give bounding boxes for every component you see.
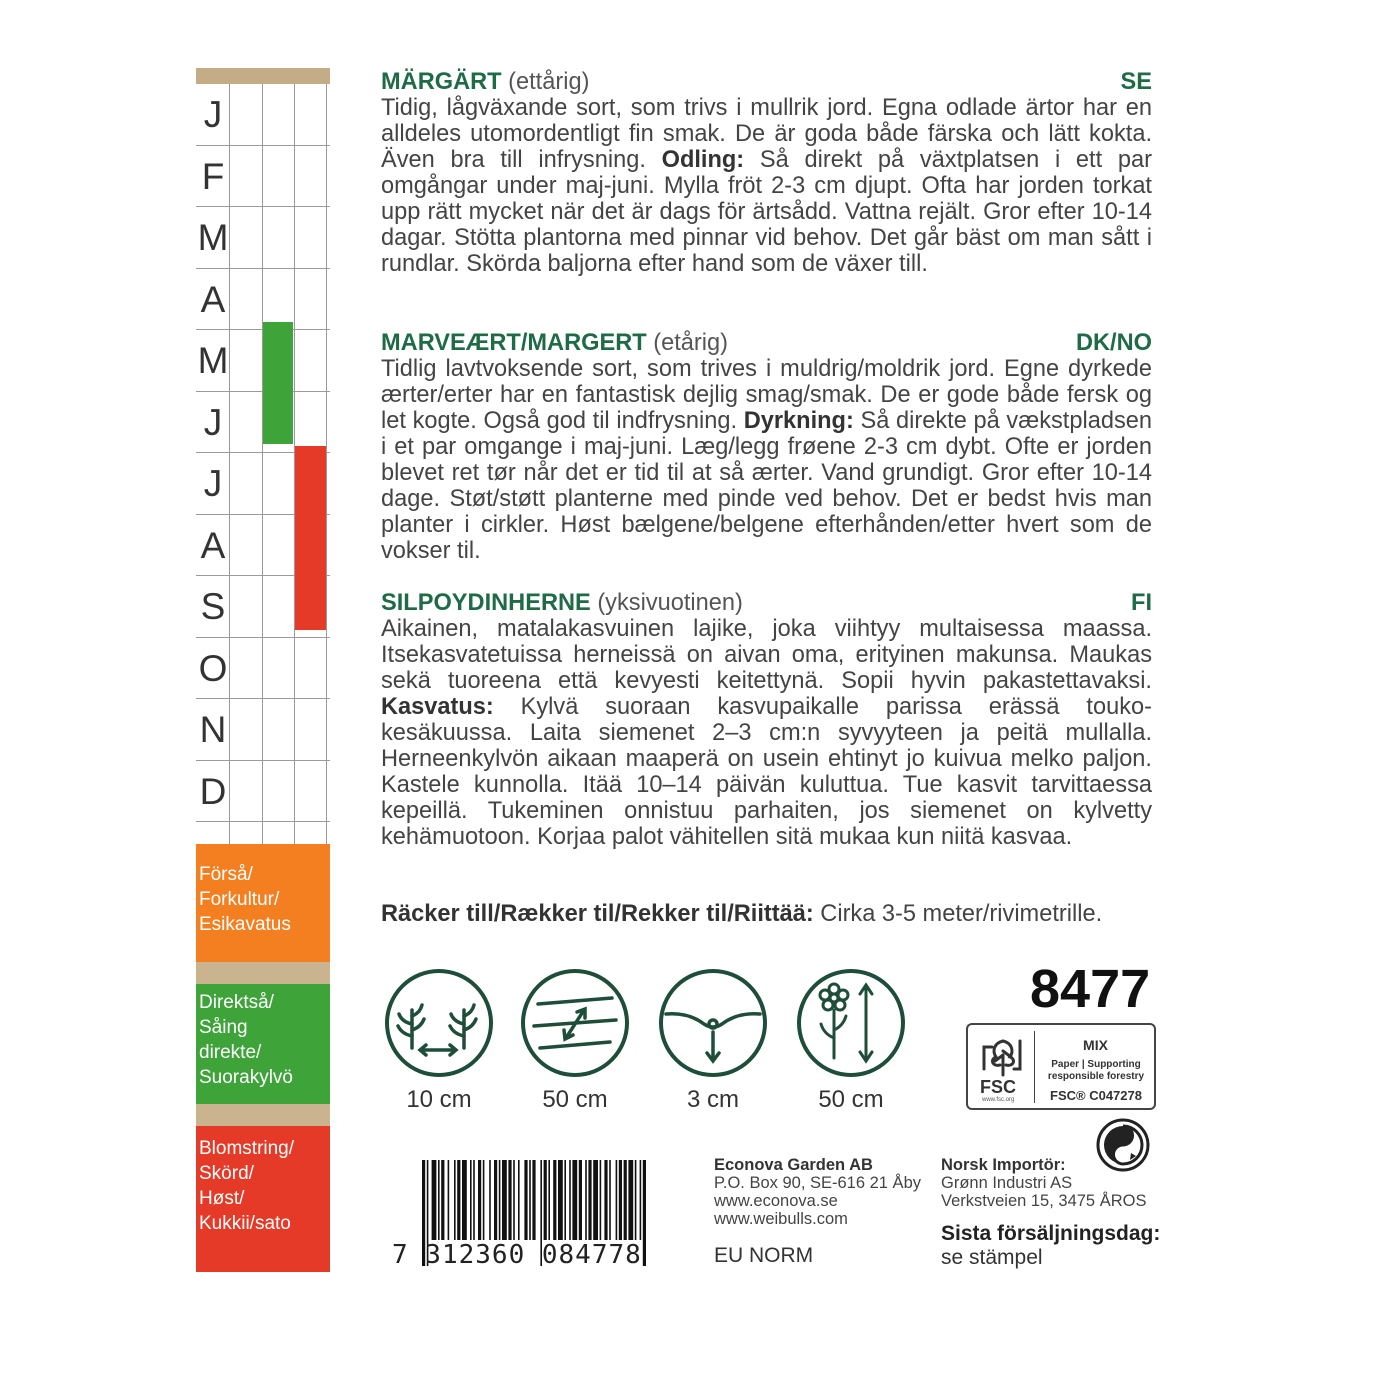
month-label: A <box>200 524 226 566</box>
barcode-bar <box>564 1160 566 1240</box>
company-address <box>714 1156 921 1228</box>
legend-text: Blomstring/ <box>199 1138 295 1159</box>
calendar-row <box>196 638 330 700</box>
language-code: SE <box>1120 69 1152 95</box>
coverage-value: Cirka 3-5 meter/rivimetrille. <box>813 901 1103 927</box>
barcode-bar <box>619 1160 622 1240</box>
section-subtitle: (ettårig) <box>508 69 590 95</box>
harvest-bar <box>295 446 326 630</box>
fsc-label <box>966 1023 1156 1110</box>
barcode-bar <box>558 1160 563 1240</box>
body-label: Odling: <box>661 147 745 173</box>
section-header <box>381 590 1152 616</box>
barcode-bar <box>441 1160 444 1240</box>
barcode-bar <box>609 1160 611 1240</box>
month-label: A <box>200 278 226 320</box>
barcode-bar <box>532 1160 535 1240</box>
fsc-paper-text <box>1040 1059 1152 1083</box>
fsc-word: FSC <box>980 1077 1016 1097</box>
barcode-bar <box>454 1160 456 1240</box>
month-label: M <box>197 217 229 258</box>
legend-text: Direktså/ <box>199 992 274 1013</box>
section-subtitle: (yksivuotinen) <box>597 590 743 616</box>
company-web: www.econova.se <box>714 1192 838 1210</box>
product-number: 8477 <box>1030 959 1151 1019</box>
calendar-grid <box>196 84 330 884</box>
language-code: FI <box>1131 590 1152 616</box>
barcode-bar <box>448 1160 450 1240</box>
importer-address <box>941 1156 1146 1210</box>
legend-bloom-harvest <box>196 1126 330 1272</box>
sowing-depth-icon <box>658 968 768 1078</box>
barcode-bar <box>438 1160 440 1240</box>
body-text: Tidlig lavtvoksende sort, som trives i muldrig/moldrik jord. Egne dyrkede ærter/erter har en fantastisk dejlig smag/smak. De er gode både fersk og let kogte. Også god til indfrysning. <box>381 356 1152 434</box>
barcode-bar <box>600 1160 602 1240</box>
barcode-bar <box>494 1160 497 1240</box>
plant-height-label: 50 cm <box>818 1086 884 1113</box>
last-sale-date <box>941 1222 1160 1270</box>
barcode-bar <box>457 1160 460 1240</box>
barcode-bar <box>432 1160 437 1240</box>
importer-name: Grønn Industri AS <box>941 1174 1073 1192</box>
section-header <box>381 330 1152 356</box>
month-label: M <box>197 340 229 381</box>
barcode-bar <box>489 1160 491 1240</box>
importer-street: Verkstveien 15, 3475 ÅROS <box>941 1192 1147 1210</box>
barcode-bar <box>640 1160 642 1240</box>
grid-line <box>326 84 327 884</box>
section-title: MÄRGÄRT <box>381 69 502 95</box>
legend-text: Esikavatus <box>199 914 291 935</box>
barcode-bar <box>588 1160 591 1240</box>
barcode-bar <box>585 1160 587 1240</box>
barcode-bar <box>643 1160 646 1266</box>
calendar-top-band <box>196 68 330 84</box>
fsc-tree-icon <box>980 1031 1026 1077</box>
row-spacing-label: 50 cm <box>542 1086 608 1113</box>
barcode-bar <box>529 1160 531 1240</box>
barcode-bar <box>483 1160 485 1240</box>
legend-text: Skörd/ <box>199 1163 254 1184</box>
last-sale-label: Sista försäljningsdag: <box>941 1222 1161 1245</box>
barcode-bar <box>593 1160 598 1240</box>
barcode-bar <box>524 1160 527 1240</box>
barcode-bar <box>553 1160 556 1240</box>
month-label: J <box>203 94 223 135</box>
section-body <box>381 95 1152 277</box>
barcode-digits: 7 312360 084778 <box>392 1240 642 1270</box>
sowing-depth-label: 3 cm <box>686 1086 739 1113</box>
barcode-bar <box>548 1160 550 1240</box>
barcode-bar <box>624 1160 627 1240</box>
barcode-bar <box>478 1160 481 1240</box>
legend-text: Förså/ <box>199 864 253 885</box>
language-code: DK/NO <box>1075 330 1152 356</box>
section-title-group <box>381 330 728 356</box>
section-title: MARVEÆRT/MARGERT <box>381 330 647 356</box>
direct-sow-bar <box>263 322 293 444</box>
coverage-label: Räcker till/Rækker til/Rekker til/Riittää: <box>381 901 814 927</box>
month-label: S <box>200 586 226 627</box>
sowing-calendar <box>196 68 330 1272</box>
calendar-row <box>196 146 330 208</box>
calendar-row <box>196 207 330 269</box>
fsc-code: FSC® C047278 <box>1050 1088 1142 1103</box>
body-text: Så direkt på växtplatsen i ett par omgångar under maj-juni. Mylla fröt 2-3 cm djupt. Ofta har jorden torkat upp rätt mycket när det är dags för ärtsådd. Vattna rejält. Gror efter 10-14 dagar. Stötta plantorna med pinnar vid behov. Det går bäst om man sått i rundlar. Skörda baljorna efter hand som de växer till. <box>381 147 1152 277</box>
barcode-bar <box>502 1160 507 1240</box>
fsc-paper-line: responsible forestry <box>1047 1071 1145 1082</box>
barcode-bar <box>572 1160 577 1240</box>
importer-label: Norsk Importör: <box>941 1156 1066 1174</box>
body-text: Kylvä suoraan kasvupaikalle parissa erässä touko-kesäkuussa. Laita siemenet 2–3 cm:n syvyyteen ja peitä mullalla. Herneenkylvön aikaan maaperä on usein ehtinyt jo kuivua melko paljon. Kastele kunnolla. Itää 10–14 päivän kuluttua. Tue kasvit tarvittaessa kepeillä. Tukeminen onnistuu parhaiten, jos siemenet on kylvetty kehämuotoon. Korjaa palot vähitellen sitä mukaa kun niitä kasvaa. <box>381 694 1152 850</box>
barcode-bar <box>616 1160 618 1240</box>
barcode-bar <box>513 1160 515 1240</box>
company-street: P.O. Box 90, SE-616 21 Åby <box>714 1174 921 1192</box>
barcode-bar <box>499 1160 501 1240</box>
legend-text: Kukkii/sato <box>199 1213 291 1234</box>
plant-spacing-icon <box>384 968 494 1078</box>
barcode-bar <box>518 1160 520 1240</box>
body-label: Dyrkning: <box>743 408 854 434</box>
barcode-bar <box>579 1160 582 1240</box>
section-se <box>381 69 1152 277</box>
legend-text: Forkultur/ <box>199 889 280 910</box>
section-header <box>381 69 1152 95</box>
fsc-url: www.fsc.org <box>982 1097 1015 1103</box>
section-fi <box>381 590 1152 850</box>
barcode-bar <box>508 1160 511 1240</box>
legend-text: Suorakylvö <box>199 1067 293 1088</box>
fsc-divider <box>1034 1031 1035 1103</box>
barcode-bar <box>628 1160 633 1240</box>
grid-line <box>262 84 263 884</box>
body-label: Kasvatus: <box>381 694 494 720</box>
last-sale-value: se stämpel <box>941 1246 1043 1269</box>
company-name: Econova Garden AB <box>714 1156 873 1174</box>
legend-pre-sow <box>196 844 330 962</box>
plant-height-icon <box>796 968 906 1078</box>
calendar-row <box>196 269 330 331</box>
fsc-mix: MIX <box>1083 1037 1108 1053</box>
legend-text: Høst/ <box>199 1188 245 1209</box>
grid-line <box>229 84 230 884</box>
calendar-row <box>196 84 330 146</box>
company-web: www.weibulls.com <box>714 1210 848 1228</box>
barcode-bar <box>473 1160 475 1240</box>
grid-line <box>294 84 295 884</box>
barcode-bar <box>462 1160 467 1240</box>
legend-text: Såing <box>199 1017 248 1038</box>
body-text: Så direkte på vækstpladsen i et par omgange i maj-juni. Læg/legg frøene 2-3 cm dybt. Ofte er jorden blevet ret tør når det er tid til at så ærter. Vand grundigt. Gror efter 10-14 dage. Støt/støtt planterne med pinde ved behov. Det er bedst hvis man planter i cirkler. Høst bælgene/belgene efterhånden/etter hvert som de vokser til. <box>381 408 1152 564</box>
barcode-bar <box>544 1160 547 1240</box>
legend-text: direkte/ <box>199 1042 262 1063</box>
body-text: Tidig, lågväxande sort, som trivs i mullrik jord. Egna odlade ärtor har en alldeles utomordentligt fin smak. De är goda både färska och lätt kokta. Även bra till infrysning. <box>381 95 1152 173</box>
month-label: J <box>203 463 223 504</box>
coverage-line <box>381 901 1102 928</box>
row-spacing-icon <box>520 968 630 1078</box>
legend-direct-sow <box>196 984 330 1104</box>
section-title: SILPOYDINHERNE <box>381 590 591 616</box>
body-text: Aikainen, matalakasvuinen lajike, joka viihtyy multaisessa maassa. Itsekasvatetuissa herneissä on aivan oma, erityinen makunsa. Maukas sekä tuoreena että kevyesti keitettynä. Sopii hyvin pakastettavaksi. <box>381 616 1152 694</box>
plant-spacing-label: 10 cm <box>406 1086 472 1113</box>
month-label: F <box>201 155 225 197</box>
calendar-row <box>196 699 330 761</box>
barcode-bar <box>635 1160 637 1240</box>
barcode-bar <box>569 1160 571 1240</box>
section-title-group <box>381 590 743 616</box>
month-label: N <box>199 709 227 750</box>
month-label: J <box>203 401 223 443</box>
fsc-paper-line: Paper | Supporting <box>1051 1059 1141 1070</box>
section-title-group <box>381 69 589 95</box>
barcode-bar <box>604 1160 607 1240</box>
calendar-row <box>196 761 330 823</box>
month-label: D <box>199 770 227 812</box>
section-subtitle: (etårig) <box>653 330 728 356</box>
barcode-bar <box>470 1160 472 1240</box>
section-body <box>381 616 1152 850</box>
section-dk-no <box>381 330 1152 564</box>
section-body <box>381 356 1152 564</box>
month-label: O <box>198 647 228 689</box>
eu-norm: EU NORM <box>714 1244 814 1267</box>
